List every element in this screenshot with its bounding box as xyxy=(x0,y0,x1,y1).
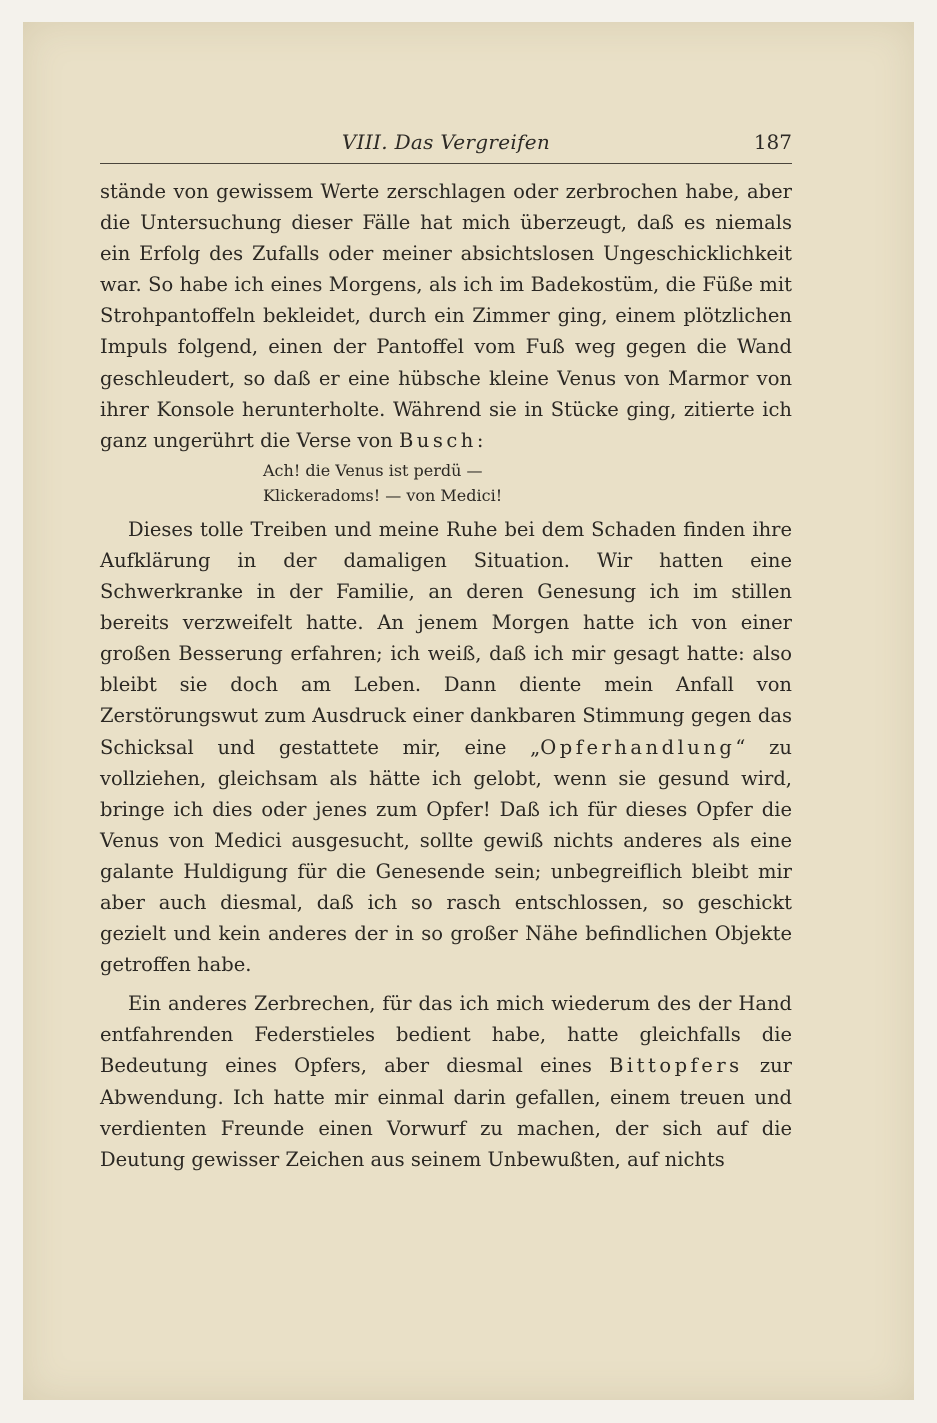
page-number: 187 xyxy=(753,130,792,154)
paragraph-2 xyxy=(100,514,792,980)
paragraph-3-part-1: Ein anderes Zerbrechen, für das ich mich wiederum des der Hand entfahrenden Federstieles bedient habe, hatte gleichfalls die Bedeutung eines Opfers, aber diesmal eines xyxy=(100,992,792,1078)
verse-line-1: Ach! die Venus ist perdü — xyxy=(263,460,483,480)
paragraph-3 xyxy=(100,988,792,1175)
page-header xyxy=(100,130,792,160)
paragraph-2-part-2: “ zu vollziehen, gleichsam als hätte ich gelobt, wenn sie gesund wird, bringe ich dies oder jenes zum Opfer! Daß ich für dieses Opfer die Venus von Medici ausgesucht, sollte gewiß nichts anderes als eine galante Huldigung für die Genesende sein; unbegreiflich bleibt mir aber auch diesmal, daß ich so rasch entschlossen, so geschickt gezielt und kein anderes der in so großer Nähe befindlichen Objekte getroffen habe. xyxy=(100,735,792,977)
body-text xyxy=(100,176,792,1175)
paragraph-1-text: stände von gewissem Werte zerschlagen oder zerbrochen habe, aber die Untersuchung dieser Fälle hat mich überzeugt, daß es niemals ein Erfolg des Zufalls oder meiner absichtslosen Ungeschicklichkeit war. So habe ich eines Morgens, als ich im Badekostüm, die Füße mit Strohpantoffeln bekleidet, durch ein Zimmer ging, einem plötzlichen Impuls folgend, einen der Pantoffel vom Fuß weg gegen die Wand geschleudert, so daß er eine hübsche kleine Venus von Marmor von ihrer Konsole herunterholte. Während sie in Stücke ging, zitierte ich ganz ungerührt die Verse von xyxy=(100,180,792,452)
emphasis-opferhandlung: Opferhandlung xyxy=(540,735,736,759)
paragraph-1 xyxy=(100,176,792,456)
emphasis-bittopfers: Bittopfers xyxy=(609,1054,743,1078)
paragraph-2-part-1: Dieses tolle Treiben und meine Ruhe bei dem Schaden finden ihre Aufklärung in der damaligen Situation. Wir hatten eine Schwerkranke in der Familie, an deren Genesung ich im stillen bereits verzweifelt hatte. An jenem Morgen hatte ich von einer großen Besserung erfahren; ich weiß, daß ich mir gesagt hatte: also bleibt sie doch am Leben. Dann diente mein Anfall von Zerstörungswut zum Ausdruck einer dankbaren Stimmung gegen das Schicksal und gestattete mir, eine „ xyxy=(100,517,792,759)
verse-quote xyxy=(263,458,792,508)
paragraph-1-tail: : xyxy=(476,428,484,452)
header-rule xyxy=(100,163,792,164)
running-title: VIII. Das Vergreifen xyxy=(341,130,551,154)
paragraph-3-part-2: zur Abwendung. Ich hatte mir einmal darin gefallen, einem treuen und verdienten Freunde einen Vorwurf zu machen, der sich auf die Deutung gewisser Zeichen aus seinem Unbewußten, auf nichts xyxy=(100,1054,792,1171)
verse-line-2: Klickeradoms! — von Medici! xyxy=(263,485,503,505)
author-name-spaced: Busch xyxy=(398,428,477,452)
